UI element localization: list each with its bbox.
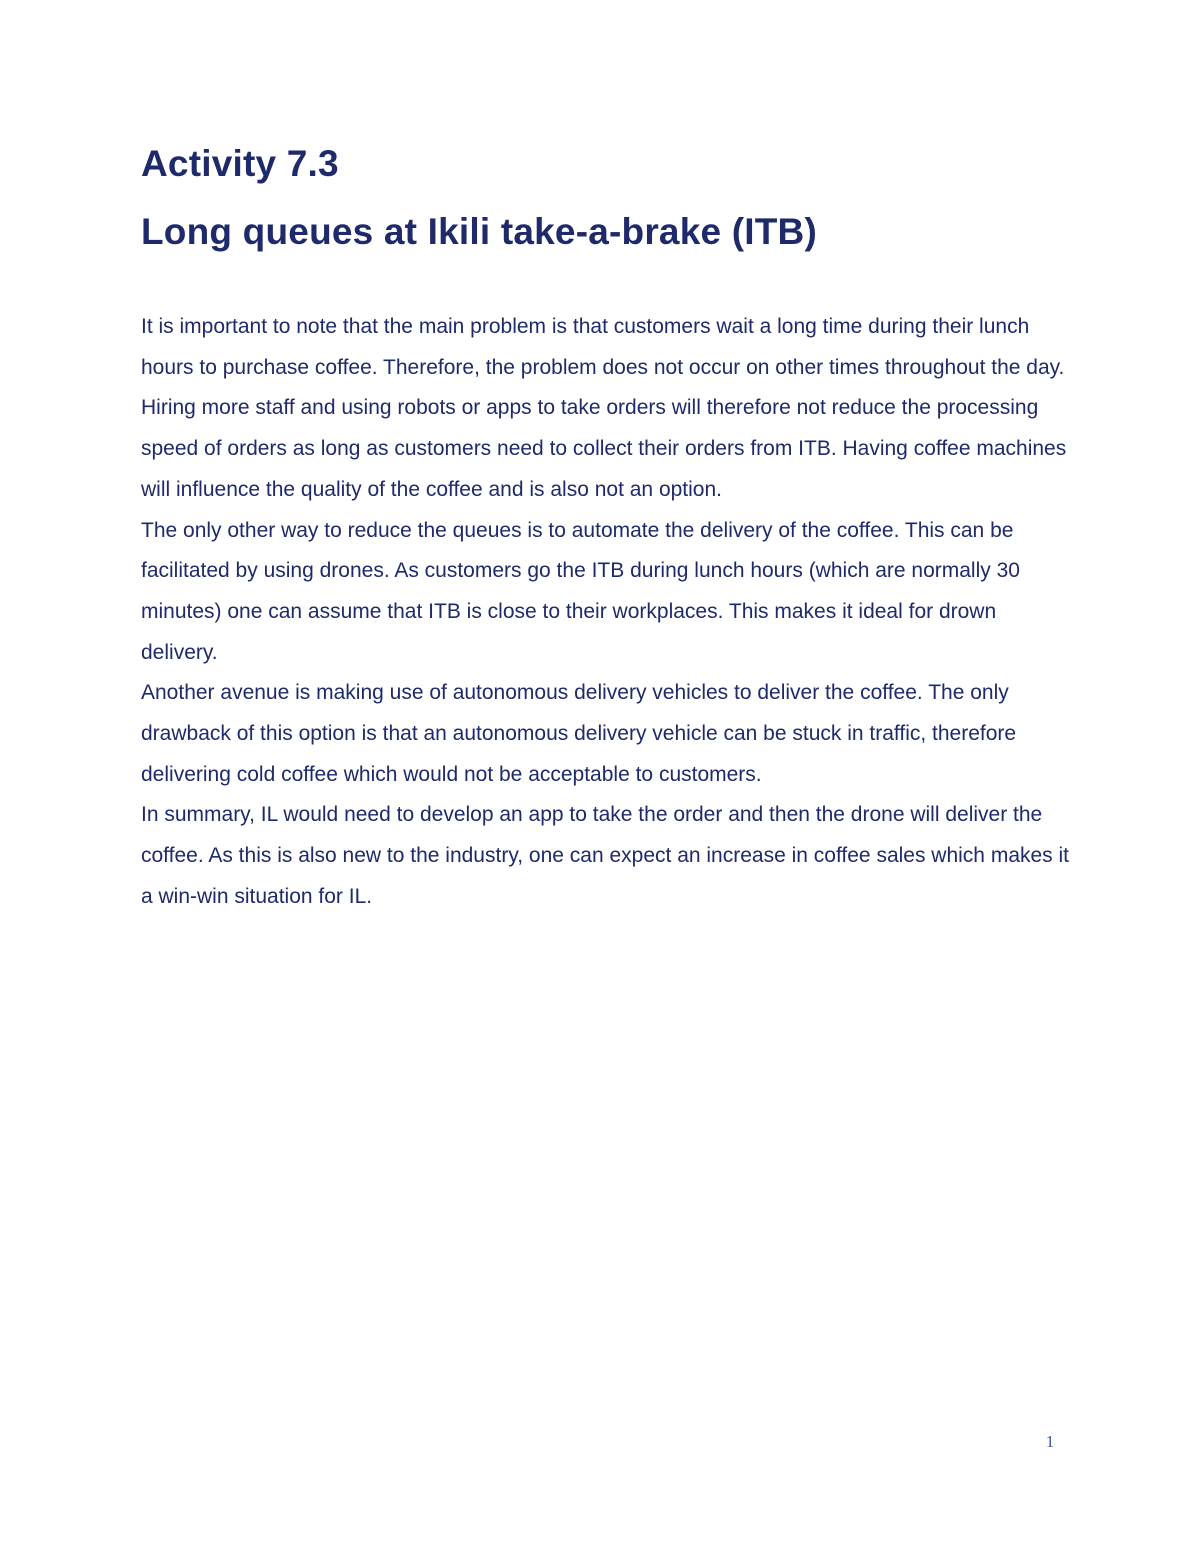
- activity-subheading: Long queues at Ikili take-a-brake (ITB): [141, 211, 817, 252]
- paragraph-problem: It is important to note that the main problem is that customers wait a long time during their lunch hours to purchase coffee. Therefore, the problem does not occur on other times throughout the day. Hiring more staff and using robots or apps to take orders will therefore not reduce the processing speed of orders as long as customers need to collect their orders from ITB. Having coffee machines will influence the quality of the coffee and is also not an option.: [141, 315, 1067, 501]
- paragraph-summary: In summary, IL would need to develop an app to take the order and then the drone will deliver the coffee. As this is also new to the industry, one can expect an increase in coffee sales which makes it a win-win situation for IL.: [141, 803, 1070, 908]
- document-body: [141, 138, 1071, 918]
- paragraph-autonomous-vehicles: Another avenue is making use of autonomous delivery vehicles to deliver the coffee. The only drawback of this option is that an autonomous delivery vehicle can be stuck in traffic, therefore delivering cold coffee which would not be acceptable to customers.: [141, 681, 1017, 786]
- activity-heading: Activity 7.3: [141, 143, 339, 184]
- page-number: 1: [1045, 1432, 1055, 1451]
- paragraph-drones: The only other way to reduce the queues is to automate the delivery of the coffee. This can be facilitated by using drones. As customers go the ITB during lunch hours (which are normally 30 minutes) one can assume that ITB is close to their workplaces. This makes it ideal for drown delivery.: [141, 518, 1020, 664]
